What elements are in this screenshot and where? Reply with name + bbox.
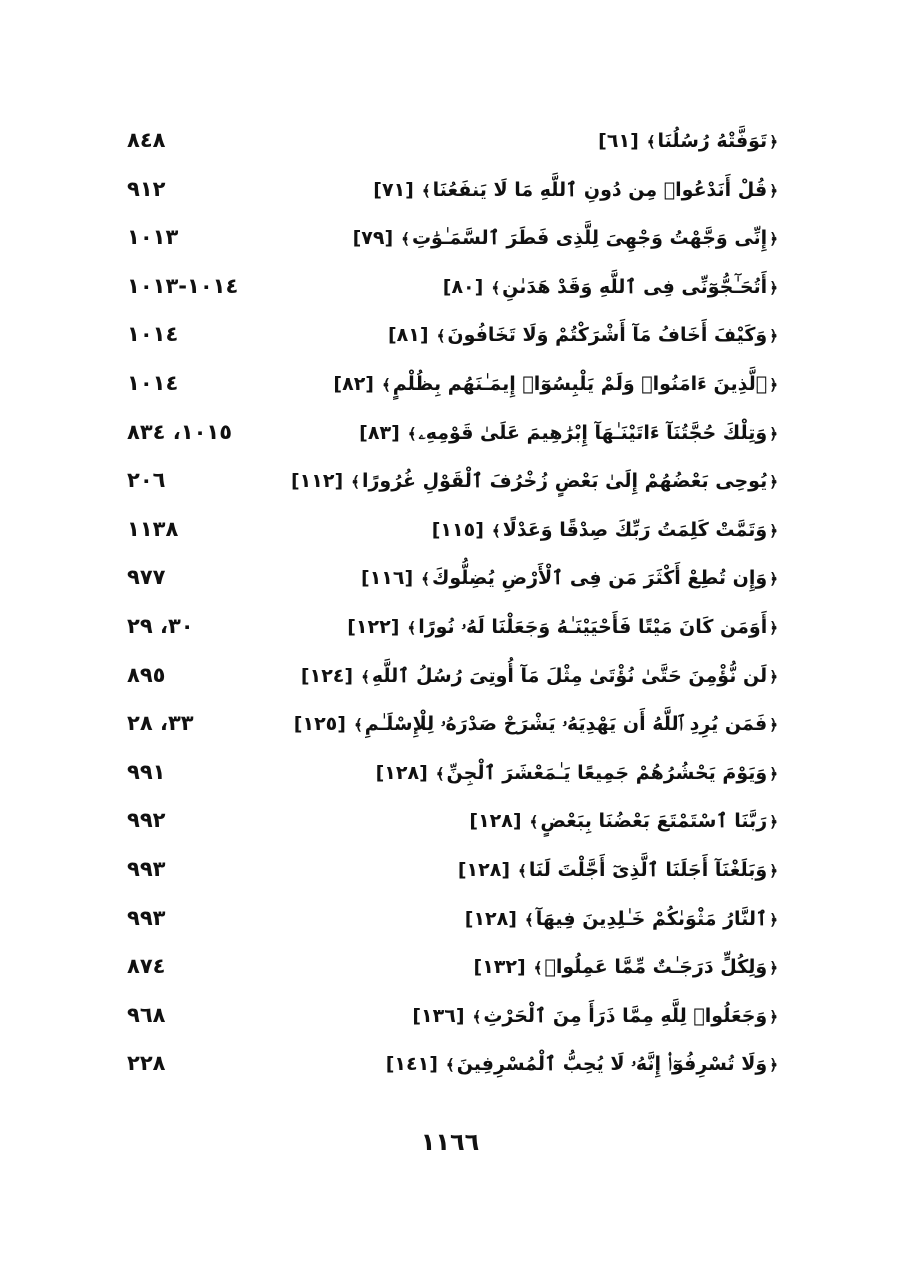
ayah-number: [١٢٨]: [464, 907, 517, 930]
ornate-bracket-open: ﴿: [769, 861, 778, 880]
verse-citation: [376, 762, 780, 784]
ornate-bracket-open: ﴿: [769, 716, 778, 735]
ayah-number: [١٢٨]: [375, 761, 428, 784]
ornate-bracket-open: ﴿: [769, 375, 778, 394]
ayah-number: [١٤١]: [385, 1053, 438, 1076]
index-row: [115, 464, 780, 513]
ornate-bracket-close: ﴾: [646, 133, 656, 151]
ayah-number: [٨٣]: [359, 421, 400, 444]
verse-citation: [294, 713, 780, 735]
page-number: ١١٦٦: [420, 1128, 480, 1156]
verse-citation: [598, 130, 780, 152]
ornate-bracket-open: ﴿: [769, 278, 778, 297]
index-row: [115, 804, 780, 853]
ornate-bracket-close: ﴾: [518, 861, 527, 880]
index-row: [115, 707, 780, 756]
verse-citation: [474, 956, 781, 978]
page-references: ٨٧٤: [127, 954, 166, 979]
ornate-bracket-open: ﴿: [769, 424, 778, 443]
verse-citation: [443, 276, 780, 298]
ayah-number: [١١٥]: [431, 518, 484, 541]
page-references: ١٠١٤: [127, 322, 179, 347]
index-row: [115, 659, 780, 708]
ornate-bracket-close: ﴾: [421, 181, 431, 200]
ornate-bracket-close: ﴾: [407, 618, 417, 637]
ornate-bracket-close: ﴾: [472, 1007, 482, 1026]
page-references: ٢٢٨: [127, 1051, 166, 1076]
ornate-bracket-close: ﴾: [491, 278, 501, 297]
page-references: ١٠١٤: [127, 370, 179, 395]
page-references: ٨٤٨: [127, 128, 166, 152]
index-row: [115, 416, 780, 465]
verse-citation: [333, 373, 780, 395]
index-row: [115, 221, 780, 270]
verse-text: وَبَلَغْنَآ أَجَلَنَا ٱلَّذِىٓ أَجَّلْتَ لَنَا: [528, 858, 768, 881]
index-row: [115, 610, 780, 659]
ayah-number: [٦١]: [598, 130, 639, 152]
ornate-bracket-close: ﴾: [533, 959, 543, 978]
index-row: [115, 561, 780, 610]
verse-text: تَوَفَّتْهُ رُسُلُنَا: [657, 130, 768, 152]
verse-citation: [386, 1053, 780, 1075]
verse-citation: [291, 470, 780, 492]
verse-text: وَإِن تُطِعْ أَكْثَرَ مَن فِى ٱلْأَرْضِ يُضِلُّوكَ: [431, 567, 768, 590]
index-row: [115, 318, 780, 367]
ayah-number: [١٢٢]: [347, 615, 400, 638]
verse-citation: [465, 908, 780, 930]
index-row: [115, 513, 780, 562]
ornate-bracket-open: ﴿: [769, 133, 778, 151]
ornate-bracket-open: ﴿: [769, 1007, 778, 1026]
ornate-bracket-open: ﴿: [769, 570, 778, 589]
verse-citation: [432, 519, 780, 541]
verse-citation: [361, 567, 780, 589]
index-row: [115, 1047, 780, 1096]
verse-text: أَتُحَـٰٓجُّوٓنِّى فِى ٱللَّهِ وَقَدْ هَدَىٰنِ: [502, 275, 768, 298]
verse-text: وَلِكُلٍّ دَرَجَـٰتٌ مِّمَّا عَمِلُوا۟: [544, 956, 768, 979]
verse-text: وَتَمَّتْ كَلِمَتُ رَبِّكَ صِدْقًا وَعَدْلًا: [502, 518, 768, 541]
page-references: ٩٩٣: [127, 905, 166, 930]
index-row: [115, 173, 780, 222]
ayah-number: [١٢٨]: [469, 810, 522, 833]
verse-citation: [412, 1005, 780, 1027]
ayah-number: [١٢٥]: [293, 713, 346, 736]
verse-text: لَن نُّؤْمِنَ حَتَّىٰ نُؤْتَىٰ مِثْلَ مَآ أُوتِىَ رُسُلُ ٱللَّهِ: [371, 664, 768, 687]
verse-text: وَكَيْفَ أَخَافُ مَآ أَشْرَكْتُمْ وَلَا تَخَافُونَ: [447, 324, 768, 347]
verse-text: رَبَّنَا ٱسْتَمْتَعَ بَعْضُنَا بِبَعْضٍ: [540, 810, 768, 833]
page-references: ٣٠، ٢٩: [127, 613, 194, 638]
ayah-number: [١٣٢]: [473, 956, 526, 979]
verse-text: إِنِّى وَجَّهْتُ وَجْهِىَ لِلَّذِى فَطَرَ ٱلسَّمَـٰوَٰتِ: [411, 227, 768, 250]
ornate-bracket-close: ﴾: [381, 375, 391, 394]
verse-text: وَلَا تُسْرِفُوٓا۟ إِنَّهُۥ لَا يُحِبُّ ٱلْمُسْرِفِينَ: [456, 1053, 768, 1076]
page-references: ٣٣، ٢٨: [127, 711, 194, 736]
ornate-bracket-open: ﴿: [769, 521, 778, 540]
ornate-bracket-close: ﴾: [361, 667, 370, 686]
page-references: ١٠١٥، ٨٣٤: [127, 419, 233, 444]
verse-citation: [373, 179, 780, 201]
verse-text: فَمَن يُرِدِ ٱللَّهُ أَن يَهْدِيَهُۥ يَشْرَحْ صَدْرَهُۥ لِلْإِسْلَـٰمِ: [364, 713, 768, 736]
page-references: ٩٧٧: [127, 565, 166, 590]
ayah-number: [١٢٤]: [300, 664, 354, 687]
ornate-bracket-open: ﴿: [769, 181, 778, 200]
ornate-bracket-close: ﴾: [401, 230, 410, 249]
ayah-number: [٧١]: [373, 178, 414, 201]
ornate-bracket-open: ﴿: [769, 764, 778, 783]
page-references: ٢٠٦: [127, 468, 166, 493]
page-references: ٩٩٢: [127, 808, 166, 833]
ornate-bracket-close: ﴾: [435, 764, 445, 783]
verse-citation: [388, 324, 780, 346]
ornate-bracket-close: ﴾: [436, 327, 446, 346]
index-row: [115, 367, 780, 416]
ornate-bracket-open: ﴿: [769, 910, 778, 929]
page-references: ٨٩٥: [127, 662, 166, 687]
ayah-number: [٨٢]: [333, 372, 374, 395]
verse-index-list: [115, 124, 780, 1096]
verse-citation: [359, 422, 780, 444]
ayah-number: [٧٩]: [352, 227, 394, 250]
ornate-bracket-close: ﴾: [524, 910, 534, 929]
verse-text: قُلْ أَنَدْعُوا۟ مِن دُونِ ٱللَّهِ مَا لَا يَنفَعُنَا: [432, 178, 768, 201]
page-references: ٩٦٨: [127, 1002, 166, 1027]
verse-text: وَيَوْمَ يَحْشُرُهُمْ جَمِيعًا يَـٰمَعْشَرَ ٱلْجِنِّ: [446, 761, 768, 784]
index-row: [115, 270, 780, 319]
page-references: ٩١٢: [127, 176, 166, 201]
ornate-bracket-open: ﴿: [769, 959, 778, 978]
index-row: [115, 999, 780, 1048]
verse-citation: [469, 810, 780, 832]
verse-text: وَجَعَلُوا۟ لِلَّهِ مِمَّا ذَرَأَ مِنَ ٱلْحَرْثِ: [483, 1004, 768, 1027]
verse-text: يُوحِى بَعْضُهُمْ إِلَىٰ بَعْضٍ زُخْرُفَ ٱلْقَوْلِ غُرُورًا: [361, 470, 768, 493]
ayah-number: [٨١]: [387, 324, 429, 347]
ornate-bracket-open: ﴿: [769, 1056, 778, 1075]
verse-text: وَتِلْكَ حُجَّتُنَآ ءَاتَيْنَـٰهَآ إِبْرَٰهِيمَ عَلَىٰ قَوْمِهِۦ: [418, 421, 768, 444]
ayah-number: [٨٠]: [442, 275, 484, 298]
verse-citation: [353, 227, 780, 249]
ornate-bracket-close: ﴾: [421, 570, 430, 589]
page-references: ١٠١٣: [127, 225, 179, 250]
ornate-bracket-open: ﴿: [769, 327, 778, 346]
ayah-number: [١١٢]: [290, 470, 344, 493]
page-references: ٩٩٣: [127, 856, 166, 881]
ornate-bracket-close: ﴾: [351, 473, 360, 492]
ornate-bracket-open: ﴿: [769, 618, 778, 637]
index-row: [115, 902, 780, 951]
ornate-bracket-close: ﴾: [353, 716, 363, 735]
index-row: [115, 124, 780, 173]
ornate-bracket-open: ﴿: [769, 473, 778, 492]
page-references: ٩٩١: [127, 759, 166, 784]
verse-citation: [458, 859, 780, 881]
ayah-number: [١٢٨]: [457, 858, 511, 881]
ornate-bracket-open: ﴿: [769, 230, 778, 249]
verse-text: أَوَمَن كَانَ مَيْتًا فَأَحْيَيْنَـٰهُ وَجَعَلْنَا لَهُۥ نُورًا: [418, 615, 768, 638]
ornate-bracket-open: ﴿: [769, 813, 778, 832]
ornate-bracket-close: ﴾: [529, 813, 539, 832]
page-references: ١٠١٤-١٠١٣: [127, 273, 239, 298]
ayah-number: [١٣٦]: [412, 1004, 465, 1027]
page-references: ١١٣٨: [127, 516, 179, 541]
index-row: [115, 756, 780, 805]
index-row: [115, 853, 780, 902]
ayah-number: [١١٦]: [361, 567, 414, 590]
ornate-bracket-close: ﴾: [445, 1056, 455, 1075]
verse-citation: [301, 665, 780, 687]
ornate-bracket-close: ﴾: [491, 521, 501, 540]
verse-text: ٱلنَّارُ مَثْوَىٰكُمْ خَـٰلِدِينَ فِيهَآ: [535, 907, 768, 930]
ornate-bracket-close: ﴾: [407, 424, 417, 443]
ornate-bracket-open: ﴿: [769, 667, 778, 686]
verse-citation: [347, 616, 780, 638]
verse-text: ٱلَّذِينَ ءَامَنُوا۟ وَلَمْ يَلْبِسُوٓا۟ إِيمَـٰنَهُم بِظُلْمٍ: [392, 372, 768, 395]
index-row: [115, 950, 780, 999]
